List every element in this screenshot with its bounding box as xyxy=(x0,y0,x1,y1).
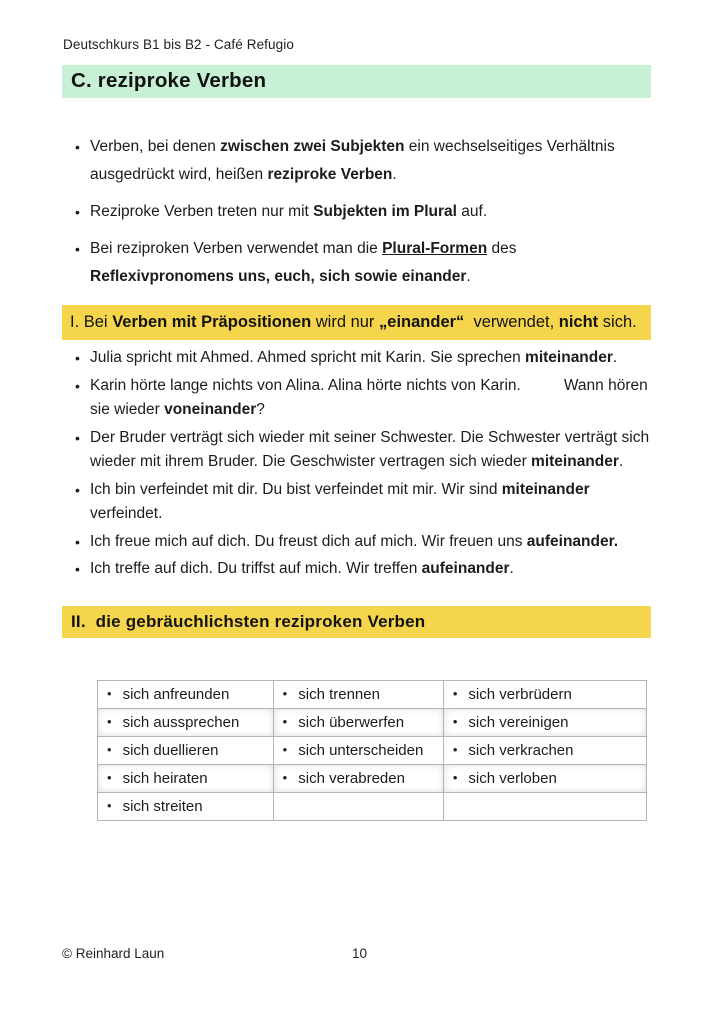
table-row xyxy=(98,708,647,736)
text-run: voneinander xyxy=(164,401,257,418)
bullet-item xyxy=(62,198,657,226)
text-run: aufeinander xyxy=(421,560,510,577)
section-2-heading: II. die gebräuchlichsten reziproken Verben xyxy=(62,606,651,638)
page-title: C. reziproke Verben xyxy=(62,65,651,98)
text-run: . xyxy=(392,166,397,183)
section-1-example-list xyxy=(62,346,657,582)
verb-text: sich verloben xyxy=(468,769,557,787)
bullet-icon: • xyxy=(282,741,288,757)
verb-text: sich verkrachen xyxy=(468,741,574,759)
reciprocal-verbs-table-body xyxy=(98,680,647,820)
text-run: . xyxy=(612,349,618,366)
text-run: Reflexivpronomens uns, euch, sich sowie einander xyxy=(90,268,467,285)
verb-cell xyxy=(98,736,274,764)
verb-cell xyxy=(98,708,274,736)
bullet-icon: • xyxy=(282,769,288,785)
text-run: ein wechselseitiges Verhältnis ausgedrückt wird, heißen xyxy=(90,138,615,183)
verb-text: sich duellieren xyxy=(122,741,219,759)
text-run: Plural-Formen xyxy=(382,240,488,257)
text-run: zwischen zwei Subjekten xyxy=(220,138,405,155)
verb-text: sich trennen xyxy=(298,685,380,703)
verb-cell xyxy=(443,708,646,736)
bullet-icon: • xyxy=(282,713,288,729)
text-run: Subjekten im Plural xyxy=(313,203,457,220)
bullet-icon: • xyxy=(452,685,458,701)
table-row xyxy=(98,736,647,764)
bullet-icon: • xyxy=(282,685,288,701)
bullet-item xyxy=(62,478,657,527)
text-run: . xyxy=(509,560,514,577)
text-run: nicht xyxy=(558,313,599,331)
bullet-icon: • xyxy=(452,713,458,729)
text-run: „einander“ xyxy=(379,313,465,331)
text-run: miteinander xyxy=(525,349,613,366)
bullet-icon: • xyxy=(107,713,112,729)
section-1-heading xyxy=(62,305,651,340)
verb-text: sich verabreden xyxy=(298,769,405,787)
bullet-icon: • xyxy=(107,797,112,813)
verb-text: sich überwerfen xyxy=(298,713,405,731)
verb-cell xyxy=(443,764,646,792)
verb-cell xyxy=(273,680,443,708)
verb-text: sich vereinigen xyxy=(468,713,569,731)
table-row xyxy=(98,792,647,820)
text-run: Karin hörte lange nichts von Alina. Alina hörte nichts von Karin. Wann hören sie wieder xyxy=(90,376,648,418)
page-footer xyxy=(62,946,657,961)
table-row xyxy=(98,680,647,708)
text-run: Verben mit Präpositionen xyxy=(112,313,312,331)
text-run: Ich treffe auf dich. Du triffst auf mich. Wir treffen xyxy=(90,560,422,577)
text-run: Ich freue mich auf dich. Du freust dich auf mich. Wir freuen uns xyxy=(90,532,527,550)
verb-cell xyxy=(98,764,274,792)
bullet-item xyxy=(62,133,657,189)
bullet-icon: • xyxy=(452,769,458,785)
verb-text: sich streiten xyxy=(122,797,203,815)
verb-text: sich aussprechen xyxy=(122,713,240,731)
verb-cell xyxy=(443,736,646,764)
bullet-icon: • xyxy=(107,685,112,701)
text-run: Ich bin verfeindet mit dir. Du bist verfeindet mit mir. Wir sind xyxy=(90,480,502,498)
text-run: Der Bruder verträgt sich wieder mit seiner Schwester. Die Schwester verträgt sich wieder mit ihrem Bruder. Die Geschwister vertragen sich wieder xyxy=(90,428,650,470)
bullet-item xyxy=(62,530,657,555)
text-run: auf. xyxy=(457,203,488,220)
text-run: verwendet, xyxy=(464,313,559,331)
text-run: Bei reziproken Verben verwendet man die xyxy=(90,240,383,257)
verb-cell xyxy=(273,708,443,736)
course-header: Deutschkurs B1 bis B2 - Café Refugio xyxy=(63,37,294,52)
verb-cell xyxy=(273,736,443,764)
verb-cell xyxy=(273,764,443,792)
bullet-item xyxy=(62,235,657,291)
text-run: reziproke Verben xyxy=(267,166,393,183)
verb-text: sich verbrüdern xyxy=(468,685,572,703)
verb-cell xyxy=(273,792,443,820)
text-run: miteinander xyxy=(501,480,590,498)
verb-cell xyxy=(98,680,274,708)
text-run: ? xyxy=(256,401,265,418)
verb-text: sich unterscheiden xyxy=(298,741,424,759)
copyright-text: © Reinhard Laun xyxy=(62,946,165,961)
text-run: . xyxy=(466,268,471,285)
bullet-icon: • xyxy=(107,769,112,785)
bullet-item xyxy=(62,346,657,371)
reciprocal-verbs-table xyxy=(97,680,647,821)
text-run: Verben, bei denen xyxy=(90,138,221,155)
text-run: sich. xyxy=(598,313,637,331)
bullet-item xyxy=(62,426,657,475)
page-number: 10 xyxy=(351,946,368,961)
bullet-item xyxy=(62,557,657,582)
bullet-item xyxy=(62,374,657,423)
text-run: wird nur xyxy=(311,313,380,331)
text-run: verfeindet. xyxy=(90,505,163,522)
bullet-icon: • xyxy=(107,741,112,757)
text-run: aufeinander. xyxy=(526,532,619,550)
intro-bullet-list xyxy=(62,133,657,291)
verb-cell xyxy=(443,680,646,708)
verb-cell xyxy=(443,792,646,820)
bullet-icon: • xyxy=(452,741,458,757)
text-run: Reziproke Verben treten nur mit xyxy=(90,203,314,220)
verb-text: sich heiraten xyxy=(122,769,208,787)
text-run: I. Bei xyxy=(70,313,113,331)
verb-cell xyxy=(98,792,274,820)
text-run: miteinander xyxy=(531,453,619,470)
table-row xyxy=(98,764,647,792)
text-run: . xyxy=(618,453,624,470)
text-run: des xyxy=(487,240,517,257)
verb-text: sich anfreunden xyxy=(122,685,230,703)
text-run: Julia spricht mit Ahmed. Ahmed spricht mit Karin. Sie sprechen xyxy=(90,349,526,366)
